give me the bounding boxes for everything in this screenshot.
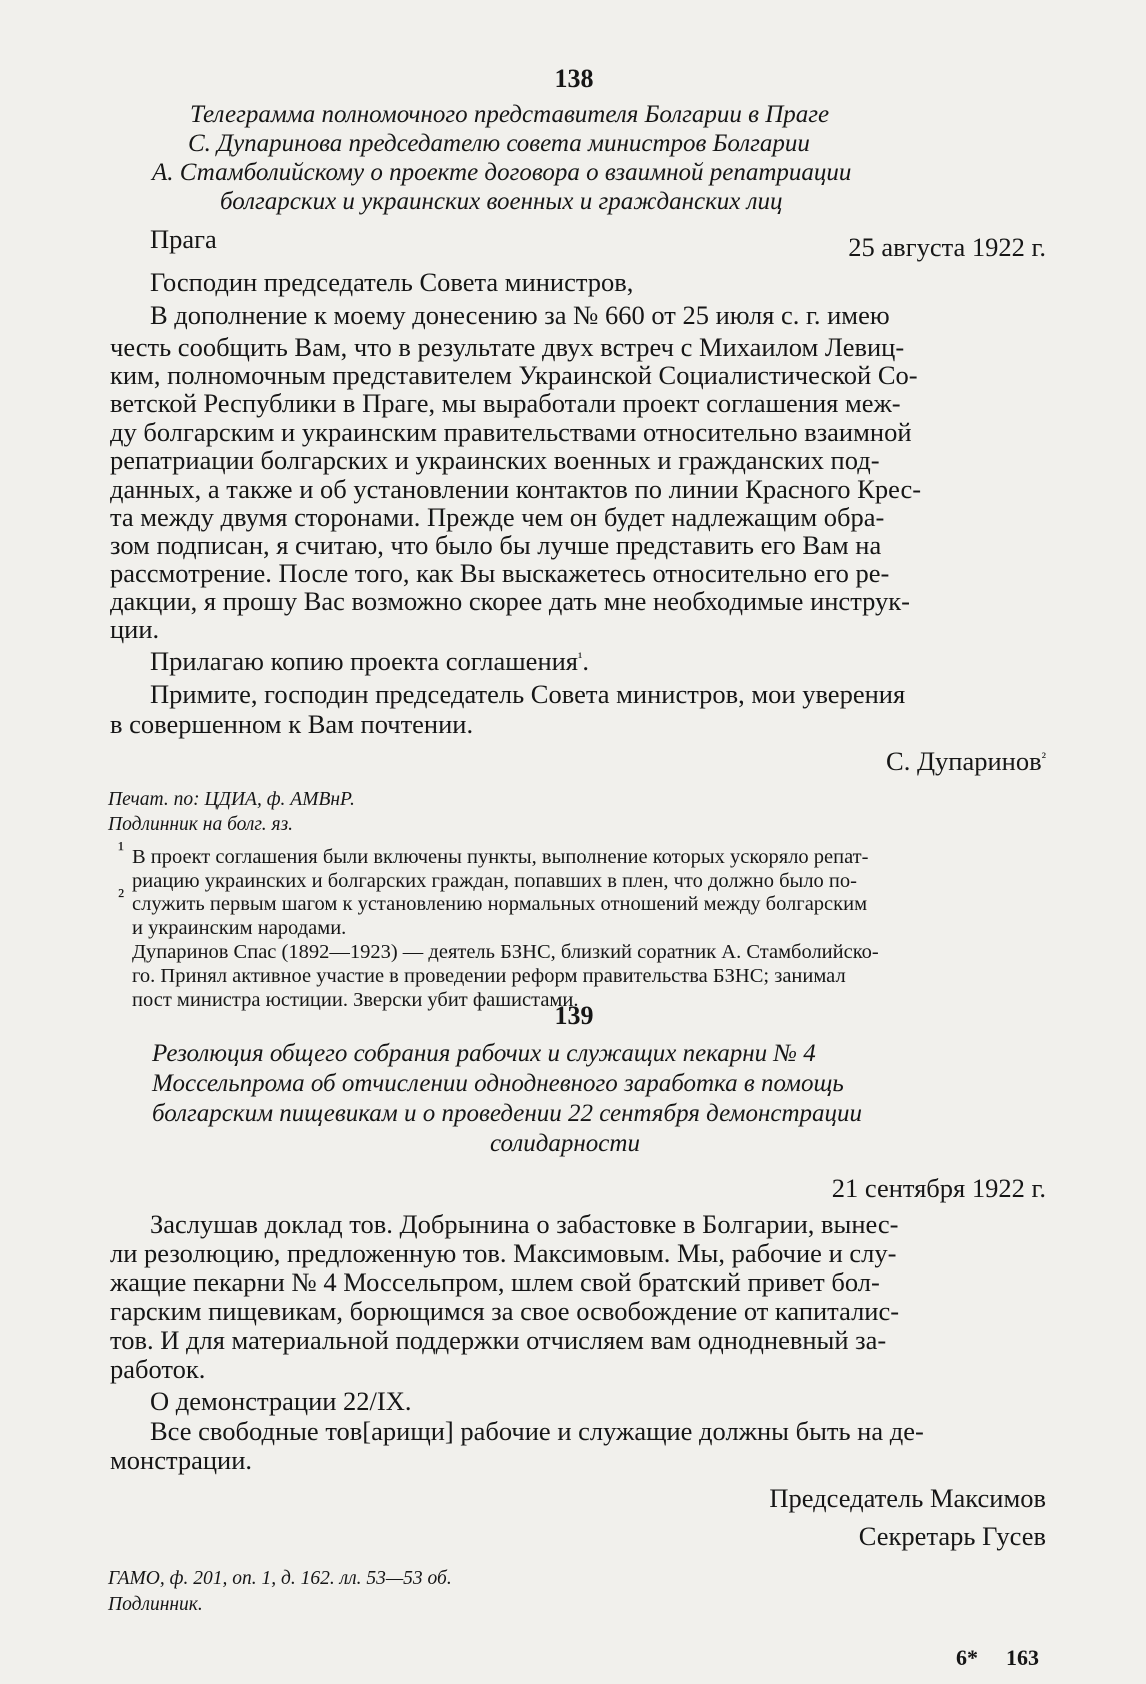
doc139-body-line-1: Заслушав доклад тов. Добрынина о забастовке в Болгарии, вынес- [150, 1209, 899, 1239]
doc138-body-line-1: В дополнение к моему донесению за № 660 от 25 июля с. г. имею [150, 300, 890, 330]
doc138-enclosure-text: Прилагаю копию проекта соглашения [150, 646, 578, 676]
doc139-body-line-4: гарским пищевикам, борющимся за свое освобождение от капиталис- [110, 1296, 900, 1326]
footnote-1-line-1: В проект соглашения были включены пункты, выполнение которых ускоряло репат- [132, 846, 869, 868]
doc138-body-line-10: рассмотрение. После того, как Вы выскажетесь относительно его ре- [110, 558, 890, 588]
doc139-heading-line-1: Резолюция общего собрания рабочих и служащих пекарни № 4 [152, 1040, 816, 1067]
footnote-2-line-2: го. Принял активное участие в проведении реформ правительства БЗНС; занимал [132, 965, 846, 987]
doc138-enclosure-end: . [582, 646, 589, 676]
doc138-body-line-3: ким, полномочным представителем Украинской Социалистической Со- [110, 360, 918, 390]
footnote-1-marker: ¹ [118, 839, 125, 861]
footnote-1-line-4: и украинским народами. [132, 917, 347, 939]
doc138-body-line-12: ции. [110, 614, 160, 644]
doc139-signature-secretary: Секретарь Гусев [858, 1521, 1046, 1551]
doc139-date: 21 сентября 1922 г. [831, 1173, 1046, 1203]
doc139-signature-chair: Председатель Максимов [769, 1483, 1046, 1513]
doc138-date: 25 августа 1922 г. [848, 232, 1046, 262]
doc138-heading-line-1: Телеграмма полномочного представителя Болгарии в Праге [190, 101, 830, 128]
doc139-body-line-2: ли резолюцию, предложенную тов. Максимовым. Мы, рабочие и слу- [110, 1238, 897, 1268]
doc138-body-line-4: ветской Республики в Праге, мы выработали проект соглашения меж- [110, 388, 901, 418]
doc138-heading-line-4: болгарских и украинских военных и гражданских лиц [220, 188, 783, 215]
doc138-body-line-11: дакции, я прошу Вас возможно скорее дать мне необходимые инструк- [110, 586, 910, 616]
doc139-demo-line-2: монстрации. [110, 1445, 253, 1475]
doc138-heading-line-3: А. Стамболийскому о проекте договора о взаимной репатриации [152, 159, 852, 186]
doc138-body-line-6: репатриации болгарских и украинских военных и гражданских под- [110, 445, 880, 475]
doc139-demo-line-1: Все свободные тов[арищи] рабочие и служащие должны быть на де- [150, 1416, 924, 1446]
footnote-2-line-1: Дупаринов Спас (1892—1923) — деятель БЗНС, близкий соратник А. Стамболийско- [132, 941, 879, 963]
footnote-2-marker: ² [118, 886, 125, 908]
doc138-place: Прага [150, 224, 217, 254]
doc138-body-line-5: ду болгарским и украинским правительствами относительно взаимной [110, 417, 912, 447]
doc138-source-line-2: Подлинник на болг. яз. [108, 814, 294, 835]
footnote-1-line-3: служить первым шагом к установлению нормальных отношений между болгарским [132, 893, 868, 915]
signature-mark: 6* [956, 1645, 978, 1670]
doc139-body-line-3: жащие пекарни № 4 Моссельпром, шлем свой братский привет бол- [110, 1267, 880, 1297]
doc139-source-line-1: ГАМО, ф. 201, оп. 1, д. 162. лл. 53—53 об. [108, 1568, 452, 1589]
doc139-demo-heading: О демонстрации 22/IX. [150, 1386, 412, 1416]
doc138-signature-name: С. Дупаринов [886, 746, 1042, 776]
doc138-body-line-8: та между двумя сторонами. Прежде чем он будет надлежащим обра- [110, 502, 885, 532]
page-number: 163 [1006, 1645, 1039, 1670]
doc139-heading-line-2: Моссельпрома об отчислении однодневного заработка в помощь [152, 1070, 844, 1097]
doc138-enclosure [150, 648, 589, 675]
doc138-salutation: Господин председатель Совета министров, [150, 267, 634, 297]
doc138-closing-line-2: в совершенном к Вам почтении. [110, 709, 474, 739]
footnote-1-line-2: риацию украинских и болгарских граждан, попавших в плен, что должно было по- [132, 870, 857, 892]
doc139-body-line-6: работок. [110, 1354, 206, 1384]
doc138-body-line-9: зом подписан, я считаю, что было бы лучше представить его Вам на [110, 530, 882, 560]
doc138-signature [700, 748, 1046, 775]
doc138-body-line-7: данных, а также и об установлении контактов по линии Красного Крес- [110, 474, 922, 504]
doc138-body-line-2: честь сообщить Вам, что в результате двух встреч с Михаилом Левиц- [110, 332, 905, 362]
footnote-2-line-3: пост министра юстиции. Зверски убит фашистами. [132, 989, 579, 1011]
footnote-mark-2: ² [1041, 749, 1046, 766]
document-number-138: 138 [554, 64, 594, 93]
doc138-source-line-1: Печат. по: ЦДИА, ф. АМВнР. [108, 789, 355, 810]
doc139-heading-line-4: солидарности [490, 1130, 640, 1157]
doc139-heading-line-3: болгарским пищевикам и о проведении 22 сентября демонстрации [152, 1100, 863, 1127]
document-number-139: 139 [554, 1001, 594, 1030]
doc139-source-line-2: Подлинник. [108, 1594, 203, 1615]
doc138-heading-line-2: С. Дупаринова председателю совета министров Болгарии [188, 130, 810, 157]
footnote-mark-1: ¹ [578, 649, 583, 666]
doc138-closing-line-1: Примите, господин председатель Совета министров, мои уверения [150, 679, 906, 709]
doc139-body-line-5: тов. И для материальной поддержки отчисляем вам однодневный за- [110, 1325, 887, 1355]
